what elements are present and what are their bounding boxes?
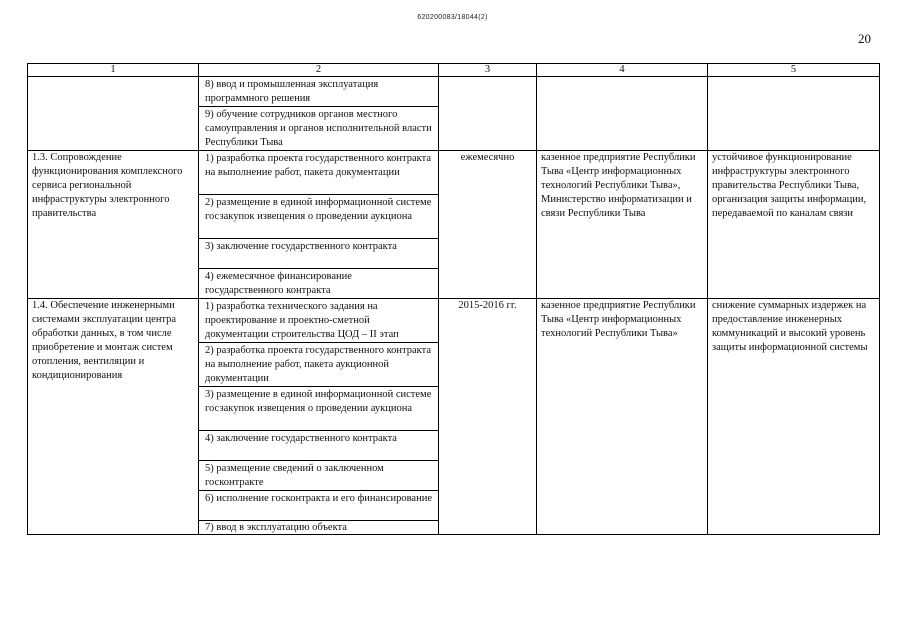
- step-cell: 5) размещение сведений о заключенном госконтракте: [199, 461, 439, 491]
- page-number: 20: [858, 31, 871, 46]
- executor-cell: казенное предприятие Республики Тыва «Центр информационных технологий Республики Тыва»: [537, 299, 708, 535]
- step-cell: 4) заключение государственного контракта: [199, 431, 439, 461]
- table-row: [28, 299, 880, 343]
- header-cell: 5: [708, 64, 880, 77]
- document-code: 620200083/18044(2): [417, 14, 488, 21]
- header-cell: 4: [537, 64, 708, 77]
- period-cell: ежемесячно: [439, 151, 537, 299]
- step-cell: 6) исполнение госконтракта и его финансирование: [199, 491, 439, 521]
- step-cell: 2) размещение в единой информационной системе госзакупок извещения о проведении аукциона: [199, 195, 439, 239]
- result-cell: [708, 77, 880, 151]
- header-cell: 1: [28, 64, 199, 77]
- measures-table: [27, 63, 880, 535]
- executor-cell: казенное предприятие Республики Тыва «Центр информационных технологий Республики Тыва», Министерство информатизации и связи Республики Тыва: [537, 151, 708, 299]
- step-cell: 7) ввод в эксплуатацию объекта: [199, 521, 439, 535]
- step-cell: 9) обучение сотрудников органов местного самоуправления и органов исполнительной власти Республики Тыва: [199, 107, 439, 151]
- result-cell: устойчивое функционирование инфраструктуры электронного правительства Республики Тыва, организация защиты информации, передаваемой по каналам связи: [708, 151, 880, 299]
- measure-cell: 1.3. Сопровождение функционирования комплексного сервиса региональной инфраструктуры электронного правительства: [28, 151, 199, 299]
- step-cell: 3) размещение в единой информационной системе госзакупок извещения о проведении аукциона: [199, 387, 439, 431]
- step-cell: 1) разработка технического задания на проектирование и проектно-сметной документации строительства ЦОД – II этап: [199, 299, 439, 343]
- table-row: [28, 77, 880, 107]
- period-cell: 2015-2016 гг.: [439, 299, 537, 535]
- result-cell: снижение суммарных издержек на предоставление инженерных коммуникаций и высокий уровень защиты информационной системы: [708, 299, 880, 535]
- period-cell: [439, 77, 537, 151]
- measure-cell: [28, 77, 199, 151]
- step-cell: 8) ввод и промышленная эксплуатация программного решения: [199, 77, 439, 107]
- measure-cell: 1.4. Обеспечение инженерными системами эксплуатации центра обработки данных, в том числе приобретение и монтаж систем отопления, вентиляции и кондиционирования: [28, 299, 199, 535]
- step-cell: 4) ежемесячное финансирование государственного контракта: [199, 269, 439, 299]
- table-row: [28, 151, 880, 195]
- step-cell: 1) разработка проекта государственного контракта на выполнение работ, пакета документации: [199, 151, 439, 195]
- executor-cell: [537, 77, 708, 151]
- step-cell: 3) заключение государственного контракта: [199, 239, 439, 269]
- header-cell: 3: [439, 64, 537, 77]
- header-cell: 2: [199, 64, 439, 77]
- header-row: [28, 64, 880, 77]
- step-cell: 2) разработка проекта государственного контракта на выполнение работ, пакета аукционной документации: [199, 343, 439, 387]
